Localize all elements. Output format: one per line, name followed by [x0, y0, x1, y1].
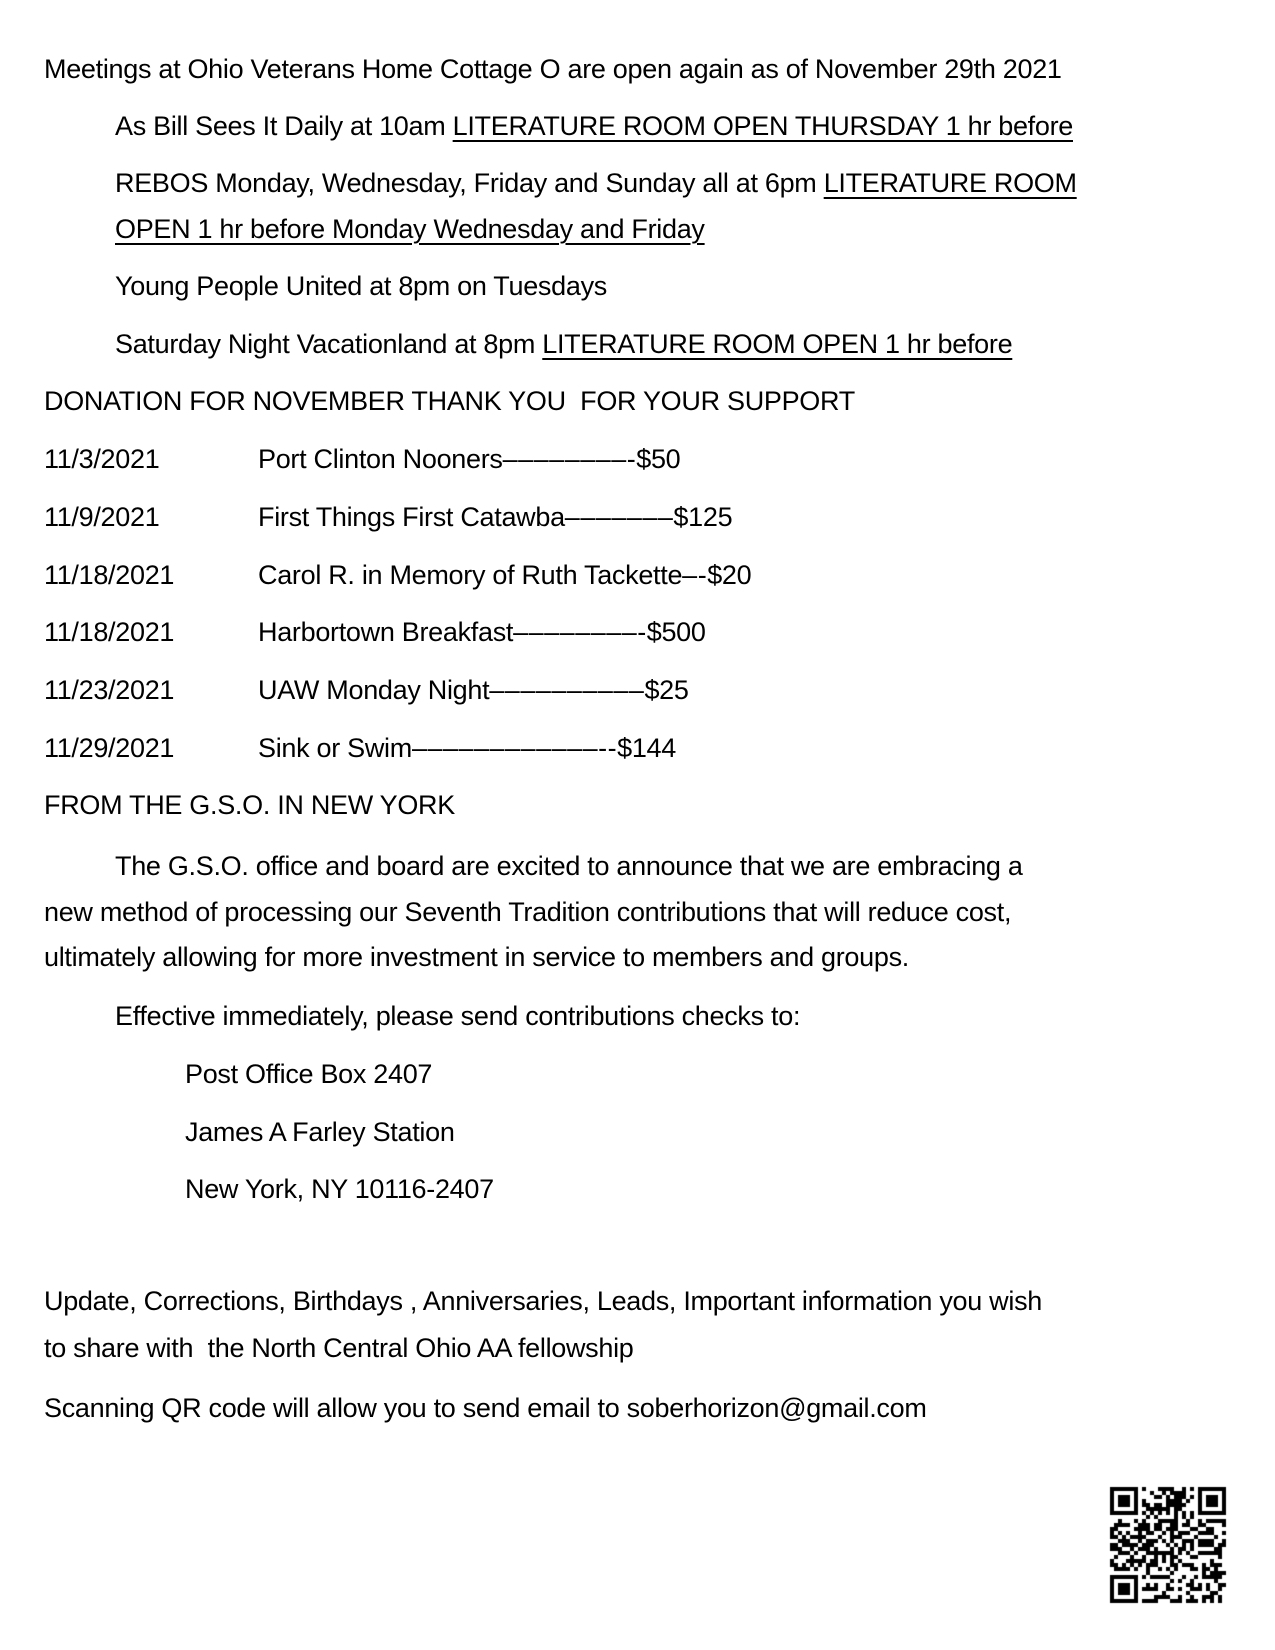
donation-row: [44, 442, 680, 476]
donation-leader: –-: [682, 560, 708, 590]
donation-name: Harbortown Breakfast: [258, 617, 514, 647]
qr-code: [1108, 1486, 1228, 1604]
update-info-line1-text: Update, Corrections, Birthdays , Anniversaries, Leads, Important information you wish: [44, 1286, 1042, 1316]
address-station-text: James A Farley Station: [185, 1117, 455, 1147]
meeting-bill-plain: As Bill Sees It Daily at 10am: [115, 111, 453, 141]
donation-leader: ––––––––-: [513, 617, 647, 647]
donation-row: [44, 500, 732, 534]
donation-amount: $20: [707, 560, 752, 590]
donation-leader: ––––––––––––--: [411, 733, 618, 763]
gso-paragraph-line1: [115, 849, 1023, 883]
gso-effective-line: [115, 999, 800, 1033]
qr-code-image: [1108, 1486, 1228, 1604]
address-line-po-box: [185, 1057, 432, 1091]
gso-effective-text: Effective immediately, please send contributions checks to:: [115, 1001, 801, 1031]
meeting-saturday-plain: Saturday Night Vacationland at 8pm: [115, 329, 543, 359]
donation-row: [44, 558, 751, 592]
meeting-bill-underlined: LITERATURE ROOM OPEN THURSDAY 1 hr before: [452, 111, 1073, 141]
donation-row: [44, 615, 706, 649]
donation-date: 11/18/2021: [44, 560, 175, 590]
donation-name: Carol R. in Memory of Ruth Tackette: [258, 560, 683, 590]
gso-paragraph-line3-text: ultimately allowing for more investment in service to members and groups.: [44, 942, 909, 972]
update-info-line2: [44, 1331, 634, 1365]
donation-amount: $25: [644, 675, 689, 705]
meeting-young-people-text: Young People United at 8pm on Tuesdays: [115, 271, 607, 301]
donation-leader: ––––––––––: [489, 675, 645, 705]
address-line-city: [185, 1172, 494, 1206]
donations-heading: [44, 384, 855, 418]
update-info-line2-text: to share with the North Central Ohio AA fellowship: [44, 1333, 634, 1363]
donation-name: UAW Monday Night: [258, 675, 490, 705]
qr-scanning-text: Scanning QR code will allow you to send email to soberhorizon@gmail.com: [44, 1393, 927, 1423]
meeting-rebos-line1: [115, 166, 1077, 200]
donation-date: 11/29/2021: [44, 733, 175, 763]
donation-date: 11/18/2021: [44, 617, 175, 647]
gso-paragraph-line3: [44, 940, 909, 974]
donation-date: 11/9/2021: [44, 502, 160, 532]
meeting-young-people-line: [115, 269, 607, 303]
donation-name: First Things First Catawba: [258, 502, 565, 532]
donation-amount: $50: [636, 444, 681, 474]
donation-date: 11/3/2021: [44, 444, 160, 474]
donation-name: Port Clinton Nooners: [258, 444, 503, 474]
meeting-saturday-line: [115, 327, 1012, 361]
meeting-bill-line: [115, 109, 1073, 143]
gso-heading: [44, 788, 455, 822]
update-info-line1: [44, 1284, 1042, 1318]
donation-leader: –––––––: [564, 502, 674, 532]
meeting-rebos-underlined-line2: OPEN 1 hr before Monday Wednesday and Friday: [115, 214, 705, 244]
meetings-intro-text: Meetings at Ohio Veterans Home Cottage O are open again as of November 29th 2021: [44, 54, 1062, 84]
address-line-station: [185, 1115, 455, 1149]
address-city-text: New York, NY 10116-2407: [185, 1174, 494, 1204]
gso-paragraph-line2: [44, 895, 1011, 929]
donation-row: [44, 731, 676, 765]
donation-row: [44, 673, 689, 707]
gso-paragraph-line1-text: The G.S.O. office and board are excited to announce that we are embracing a: [115, 851, 1023, 881]
donation-amount: $125: [673, 502, 733, 532]
donation-amount: $144: [617, 733, 676, 763]
donation-amount: $500: [646, 617, 706, 647]
address-po-box-text: Post Office Box 2407: [185, 1059, 433, 1089]
meetings-intro-line: [44, 52, 1062, 86]
meeting-saturday-underlined: LITERATURE ROOM OPEN 1 hr before: [542, 329, 1013, 359]
donation-name: Sink or Swim: [258, 733, 412, 763]
qr-scanning-line: [44, 1391, 927, 1425]
meeting-rebos-plain: REBOS Monday, Wednesday, Friday and Sunday all at 6pm: [115, 168, 824, 198]
donation-leader: ––––––––-: [502, 444, 637, 474]
donations-heading-text: DONATION FOR NOVEMBER THANK YOU FOR YOUR SUPPORT: [44, 386, 855, 416]
meeting-rebos-line2: [115, 212, 705, 246]
donation-date: 11/23/2021: [44, 675, 175, 705]
meeting-rebos-underlined: LITERATURE ROOM: [823, 168, 1077, 198]
gso-heading-text: FROM THE G.S.O. IN NEW YORK: [44, 790, 455, 820]
gso-paragraph-line2-text: new method of processing our Seventh Tradition contributions that will reduce cost,: [44, 897, 1012, 927]
